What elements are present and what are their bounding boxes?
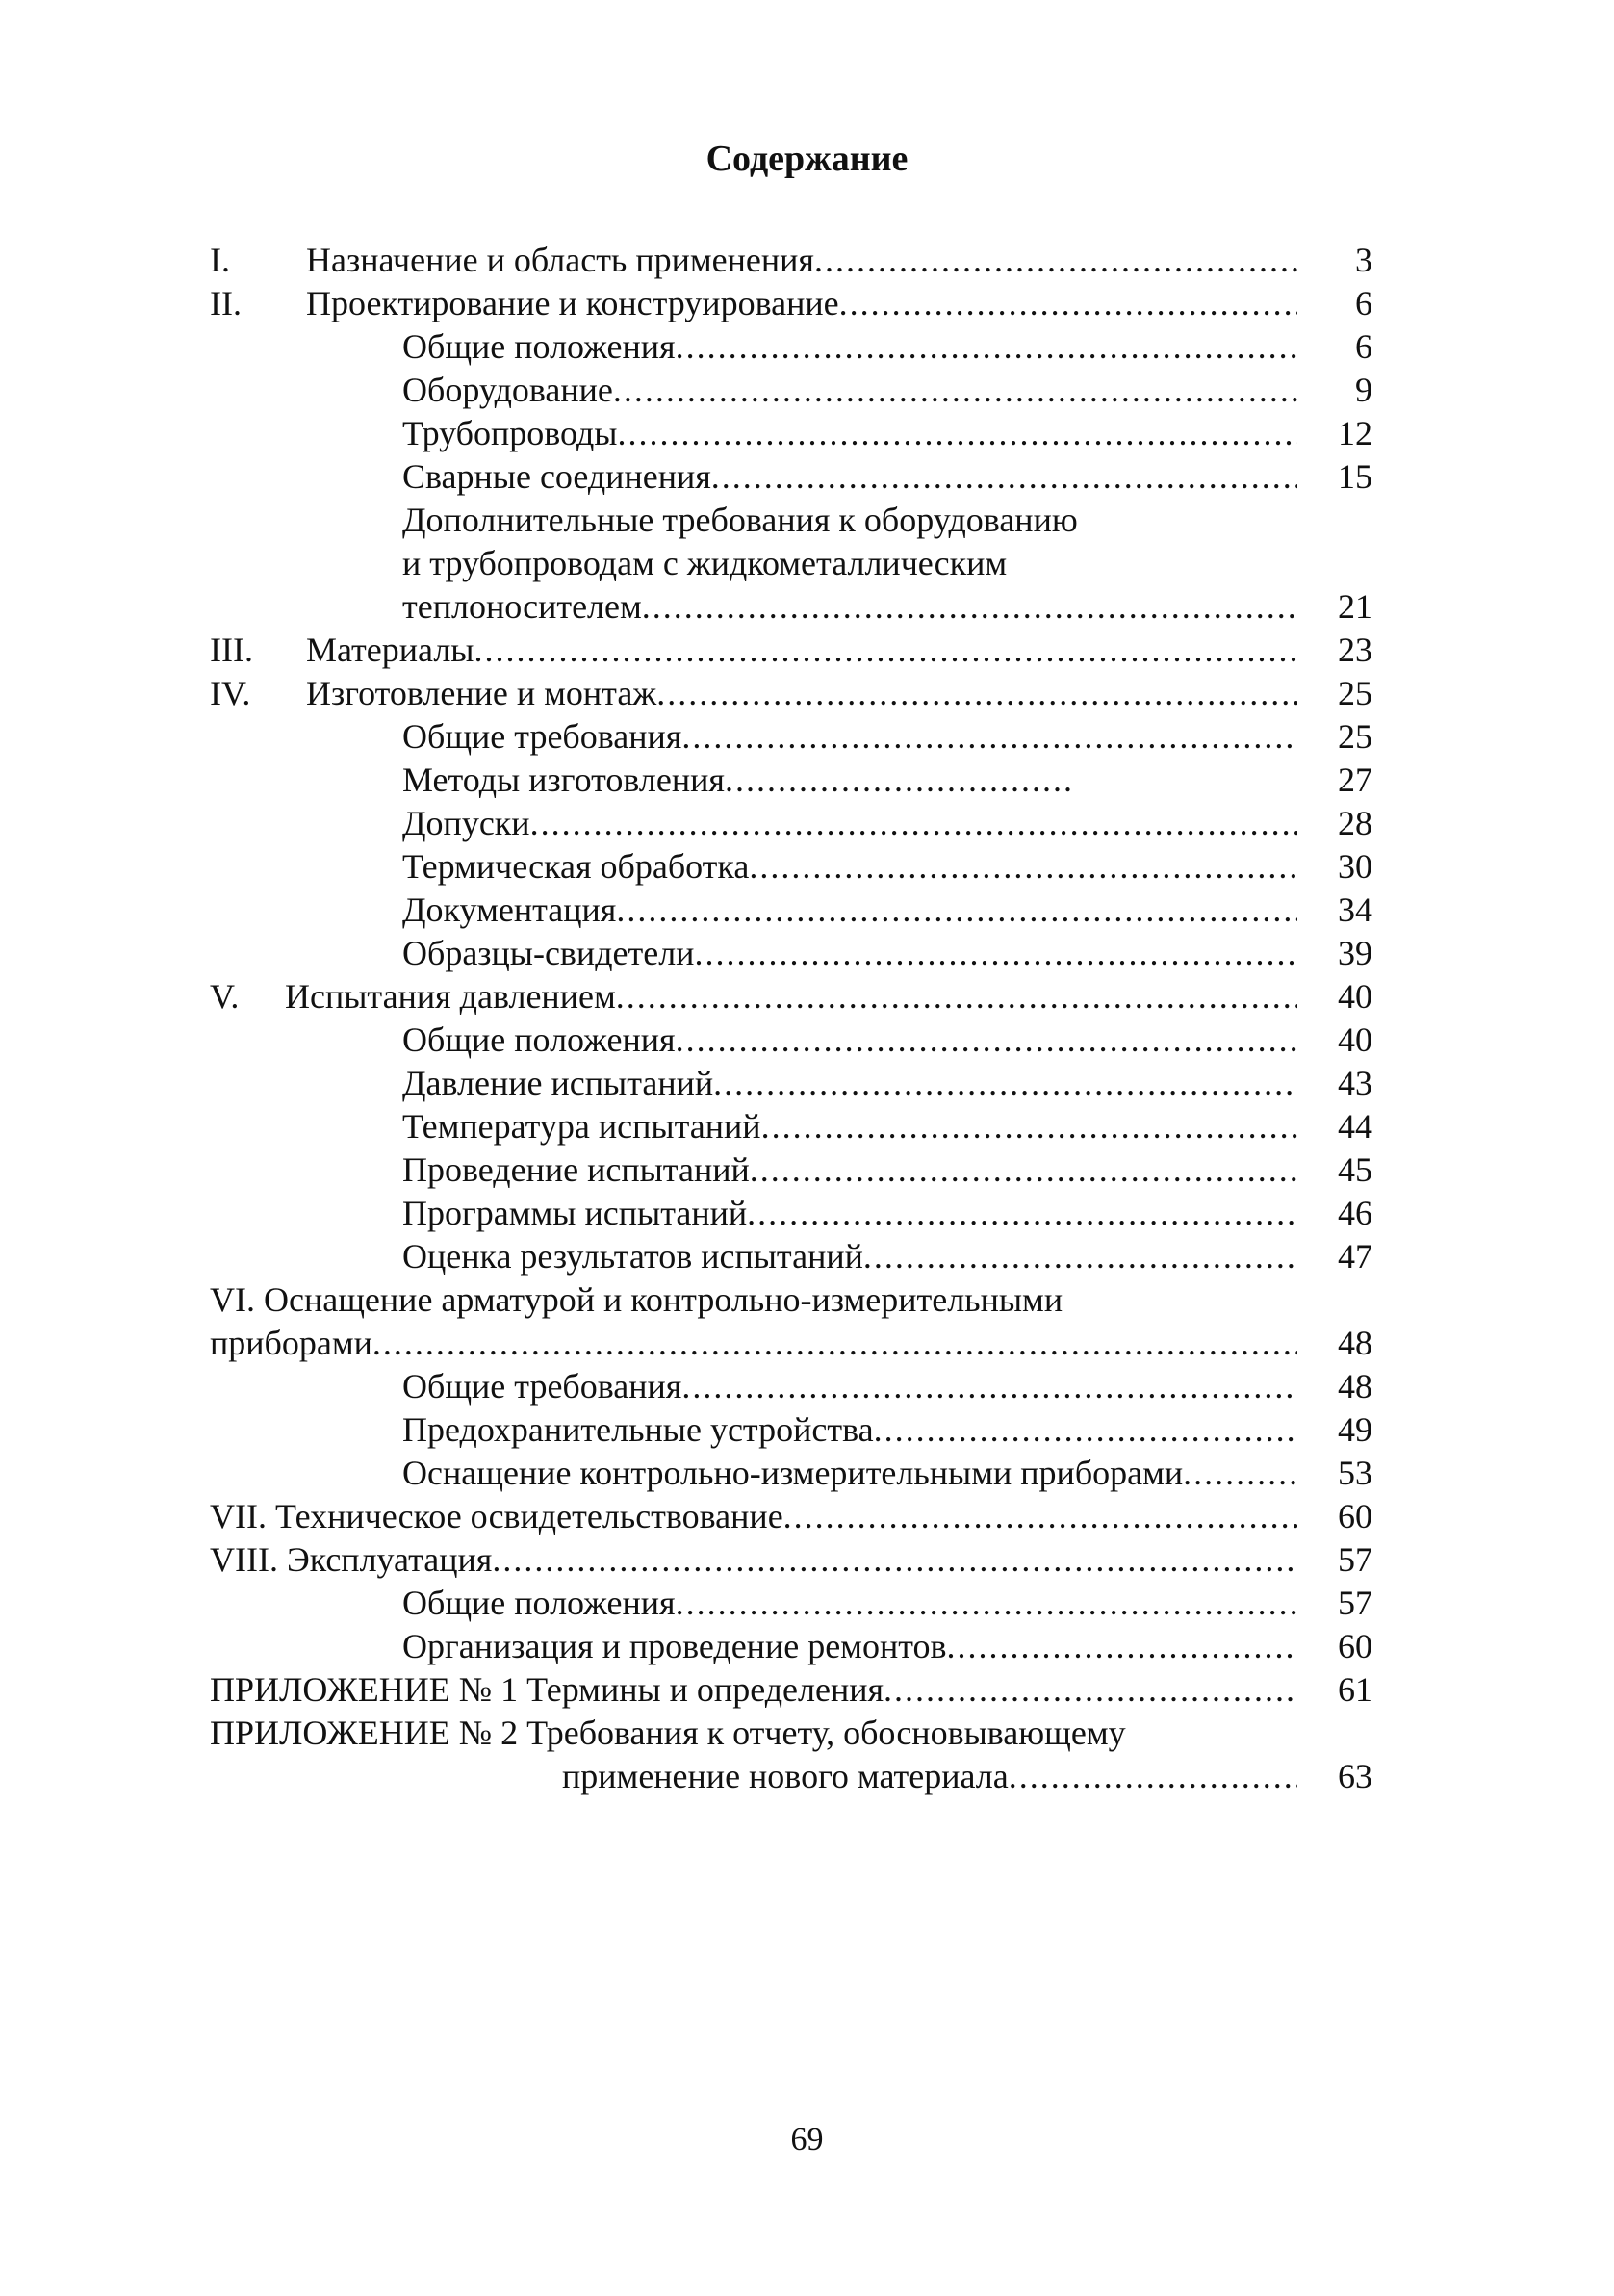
- toc-entry[interactable]: [402, 369, 1372, 412]
- toc-entry-page: 6: [1355, 284, 1372, 322]
- toc-entry-label: Общие положения: [402, 1584, 676, 1622]
- toc-entry-page: 12: [1338, 414, 1372, 452]
- toc-entry-page: 60: [1338, 1627, 1372, 1665]
- toc-entry[interactable]: [402, 585, 1372, 629]
- toc-entry-page: 60: [1338, 1497, 1372, 1535]
- toc-entry-page: 27: [1338, 761, 1372, 799]
- dot-leader: [783, 1495, 1297, 1538]
- dot-leader: [372, 1322, 1297, 1365]
- dot-leader: [616, 889, 1297, 932]
- toc-entry[interactable]: [210, 1668, 1372, 1712]
- toc-entry-page: 43: [1338, 1064, 1372, 1102]
- toc-entry[interactable]: [402, 1365, 1372, 1408]
- toc-entry-label: Назначение и область применения: [306, 241, 814, 279]
- toc-entry[interactable]: [402, 1625, 1372, 1668]
- toc-entry-label: применение нового материала: [562, 1757, 1009, 1795]
- dot-leader: [676, 1582, 1297, 1625]
- toc-entry-page: 46: [1338, 1194, 1372, 1232]
- page-number: 69: [790, 2122, 824, 2157]
- dot-leader: [681, 1365, 1297, 1408]
- toc-entry-page: 34: [1338, 890, 1372, 929]
- toc-entry-page: 3: [1355, 241, 1372, 279]
- toc-entry-page: 40: [1338, 1020, 1372, 1059]
- toc-entry[interactable]: [402, 325, 1372, 369]
- toc-entry[interactable]: [402, 932, 1372, 975]
- toc-entry-page: 23: [1338, 631, 1372, 669]
- dot-leader: [814, 239, 1297, 282]
- dot-leader: [884, 1668, 1297, 1712]
- dot-leader: [617, 412, 1297, 455]
- toc-entry-label: Оборудование: [402, 371, 613, 409]
- toc-entry-number: II.: [210, 284, 242, 322]
- toc-entry-label: Давление испытаний: [402, 1064, 714, 1102]
- toc-entry[interactable]: [306, 629, 1372, 672]
- dot-leader: [839, 282, 1297, 325]
- toc-entry-page: 25: [1338, 674, 1372, 712]
- toc-entry[interactable]: [402, 1235, 1372, 1278]
- toc-entry[interactable]: [210, 1538, 1372, 1582]
- toc-entry-page: 25: [1338, 717, 1372, 756]
- toc-entry[interactable]: [402, 1019, 1372, 1062]
- toc-entry-number: III.: [210, 631, 253, 669]
- toc-entry[interactable]: [402, 1062, 1372, 1105]
- dot-leader: [492, 1538, 1297, 1582]
- toc-entry[interactable]: [402, 889, 1372, 932]
- toc-entry-page: 39: [1338, 934, 1372, 972]
- toc-entry-page: 48: [1338, 1324, 1372, 1362]
- toc-entry[interactable]: [402, 455, 1372, 499]
- dot-leader: [1183, 1452, 1297, 1495]
- toc-entry-label: Образцы-свидетели: [402, 934, 695, 972]
- toc-entry[interactable]: [285, 975, 1372, 1019]
- toc-entry-page: 53: [1338, 1454, 1372, 1492]
- toc-entry[interactable]: [402, 412, 1372, 455]
- toc-entry-label: Изготовление и монтаж: [306, 674, 657, 712]
- toc-entry-label: Общие требования: [402, 1367, 682, 1406]
- dot-leader: [747, 1192, 1297, 1235]
- toc-entry-number: V.: [210, 977, 240, 1016]
- toc-entry-page: 45: [1338, 1150, 1372, 1189]
- toc-entry-label: Температура испытаний: [402, 1107, 761, 1146]
- dot-leader: [530, 802, 1297, 845]
- toc-entry-label: Предохранительные устройства: [402, 1410, 874, 1449]
- toc-entry-label: Проектирование и конструирование: [306, 284, 839, 322]
- toc-entry-page: 63: [1338, 1757, 1372, 1795]
- toc-entry-label-line: VI. Оснащение арматурой и контрольно-измерительными: [210, 1280, 1063, 1319]
- toc-entry-label: Сварные соединения: [402, 457, 711, 496]
- toc-entry[interactable]: [402, 1582, 1372, 1625]
- dot-leader: [863, 1235, 1297, 1278]
- dot-leader: [656, 672, 1297, 715]
- toc-entry-label: Документация: [402, 890, 617, 929]
- dot-leader: [616, 975, 1297, 1019]
- toc-entry-page: 30: [1338, 847, 1372, 886]
- dot-leader: [676, 325, 1297, 369]
- toc-entry-label: VII. Техническое освидетельствование: [210, 1497, 783, 1535]
- dot-leader: [874, 1408, 1297, 1452]
- dot-leader: [642, 585, 1297, 629]
- dot-leader: [681, 715, 1297, 759]
- toc-entry-label: Термическая обработка: [402, 847, 750, 886]
- toc-entry-label: Методы изготовления: [402, 761, 725, 799]
- toc-entry[interactable]: [306, 672, 1372, 715]
- toc-entry-label-line: Дополнительные требования к оборудованию: [402, 501, 1078, 539]
- toc-entry-page: 57: [1338, 1584, 1372, 1622]
- toc-entry[interactable]: [402, 845, 1372, 889]
- toc-entry-page: 28: [1338, 804, 1372, 842]
- page-title: Содержание: [705, 139, 909, 179]
- toc-entry-label: Оснащение контрольно-измерительными приборами: [402, 1454, 1184, 1492]
- dot-leader: [676, 1019, 1297, 1062]
- toc-entry-label: Испытания давлением: [285, 977, 616, 1016]
- toc-entry-number: I.: [210, 241, 230, 279]
- toc-entry-label: Общие требования: [402, 717, 682, 756]
- dot-leader: [725, 759, 1076, 802]
- toc-entry-label: Допуски: [402, 804, 530, 842]
- toc-entry-label-line: и трубопроводам с жидкометаллическим: [402, 544, 1008, 582]
- toc-entry-label-line: ПРИЛОЖЕНИЕ № 2 Требования к отчету, обосновывающему: [210, 1714, 1126, 1752]
- toc-entry-page: 44: [1338, 1107, 1372, 1146]
- toc-entry[interactable]: [210, 1322, 1372, 1365]
- toc-entry-page: 57: [1338, 1540, 1372, 1579]
- toc-entry-page: 47: [1338, 1237, 1372, 1276]
- toc-entry-label: приборами: [210, 1324, 372, 1362]
- toc-entry-page: 48: [1338, 1367, 1372, 1406]
- dot-leader: [761, 1105, 1297, 1148]
- toc-entry-page: 40: [1338, 977, 1372, 1016]
- toc-entry-label: Материалы: [306, 631, 474, 669]
- toc-entry-page: 9: [1355, 371, 1372, 409]
- toc-entry[interactable]: [562, 1755, 1372, 1798]
- dot-leader: [713, 1062, 1297, 1105]
- toc-entry-label: Оценка результатов испытаний: [402, 1237, 863, 1276]
- toc-entry-label: Общие положения: [402, 327, 676, 366]
- dot-leader: [1009, 1755, 1297, 1798]
- toc-entry[interactable]: [402, 1192, 1372, 1235]
- toc-entry-label: ПРИЛОЖЕНИЕ № 1 Термины и определения: [210, 1670, 884, 1709]
- toc-entry[interactable]: [306, 282, 1372, 325]
- dot-leader: [474, 629, 1297, 672]
- toc-entry-label: Организация и проведение ремонтов: [402, 1627, 947, 1665]
- dot-leader: [750, 1148, 1297, 1192]
- toc-entry[interactable]: [402, 1452, 1372, 1495]
- toc-entry[interactable]: [402, 1408, 1372, 1452]
- toc-entry-page: 6: [1355, 327, 1372, 366]
- toc-entry-label: Проведение испытаний: [402, 1150, 750, 1189]
- toc-entry[interactable]: [402, 759, 1372, 802]
- toc-entry-page: 21: [1338, 587, 1372, 626]
- dot-leader: [613, 369, 1297, 412]
- toc-entry-label: VIII. Эксплуатация: [210, 1540, 493, 1579]
- toc-entry[interactable]: [402, 715, 1372, 759]
- toc-entry-label: Программы испытаний: [402, 1194, 748, 1232]
- dot-leader: [711, 455, 1297, 499]
- toc-entry-label: теплоносителем: [402, 587, 642, 626]
- toc-entry-label: Трубопроводы: [402, 414, 618, 452]
- toc-entry[interactable]: [210, 1495, 1372, 1538]
- toc-entry-page: 61: [1338, 1670, 1372, 1709]
- toc-entry[interactable]: [306, 239, 1372, 282]
- toc-entry-page: 49: [1338, 1410, 1372, 1449]
- toc-entry[interactable]: [402, 1105, 1372, 1148]
- toc-entry-label: Общие положения: [402, 1020, 676, 1059]
- dot-leader: [749, 845, 1297, 889]
- dot-leader: [694, 932, 1297, 975]
- toc-entry-number: IV.: [210, 674, 251, 712]
- toc-entry[interactable]: [402, 802, 1372, 845]
- toc-entry-page: 15: [1338, 457, 1372, 496]
- toc-entry[interactable]: [402, 1148, 1372, 1192]
- dot-leader: [946, 1625, 1297, 1668]
